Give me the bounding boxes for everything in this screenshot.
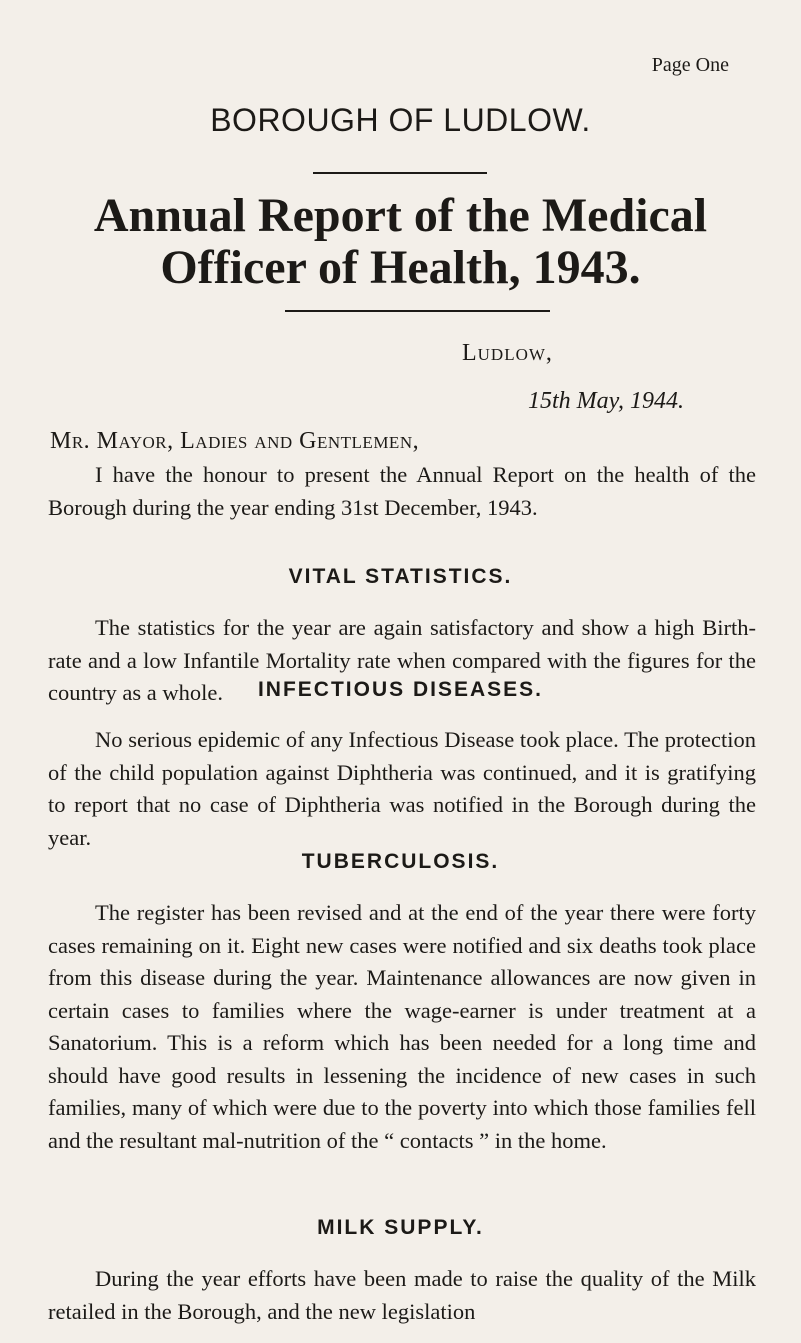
section-body-milk-supply: During the year efforts have been made to raise the quality of the Milk retailed in the Borough, and the new legislation	[48, 1266, 756, 1324]
section-body-vital-statistics: The statistics for the year are again satisfactory and show a high Birth-rate and a low Infantile Mortality rate when compared with the figures for the country as a whole.	[48, 615, 756, 705]
report-title-line-2: Officer of Health, 1943.	[160, 241, 641, 294]
section-heading-milk-supply: MILK SUPPLY.	[317, 1216, 484, 1239]
intro-paragraph: I have the honour to present the Annual Report on the health of the Borough during the year ending 31st December, 1943.	[48, 462, 756, 520]
section-heading-infectious-diseases: INFECTIOUS DISEASES.	[257, 678, 544, 701]
salutation: Mr. Mayor, Ladies and Gentlemen,	[50, 428, 420, 454]
page-number: Page One	[651, 54, 729, 76]
letter-place: Ludlow,	[462, 340, 553, 366]
report-title-line-1: Annual Report of the Medical	[93, 189, 708, 242]
section-heading-vital-statistics: VITAL STATISTICS.	[288, 565, 513, 588]
section-heading-tuberculosis: TUBERCULOSIS.	[301, 850, 500, 873]
borough-heading: BOROUGH OF LUDLOW.	[210, 102, 591, 138]
divider-rule	[313, 172, 487, 174]
section-body-infectious-diseases: No serious epidemic of any Infectious Disease took place. The protection of the child population against Diphtheria was continued, and it is gratifying to report that no case of Diphtheria was notified in the Borough during the year.	[48, 727, 756, 850]
divider-rule	[285, 310, 550, 312]
letter-date: 15th May, 1944.	[528, 388, 684, 414]
section-body-tuberculosis: The register has been revised and at the end of the year there were forty cases remaining on it. Eight new cases were notified and six deaths took place from this disease during the year. Maintenance allowances are now given in certain cases to families where the wage-earner is under treatment at a Sanatorium. This is a reform which has been needed for a long time and should have good results in lessening the incidence of new cases in such families, many of which were due to the poverty into which those families fell and the resultant mal-nutrition of the “ contacts ” in the home.	[48, 900, 756, 1153]
